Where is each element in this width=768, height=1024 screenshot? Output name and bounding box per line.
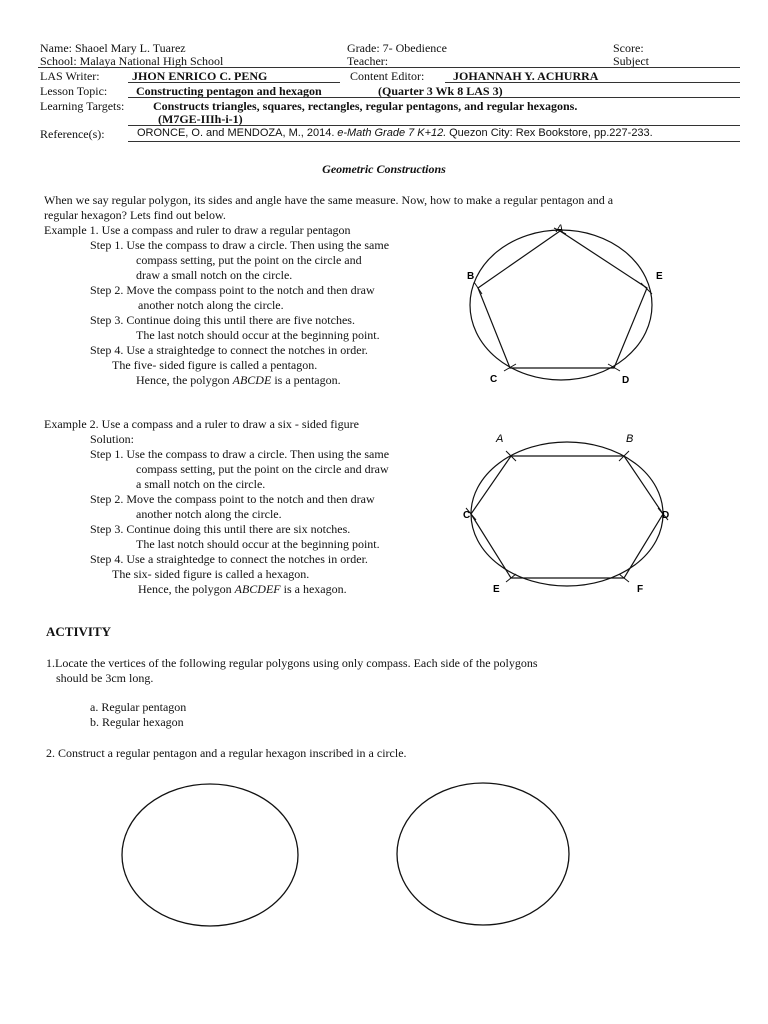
answer-circle-pentagon[interactable] [118,780,302,930]
example2-step1-line1: Step 1. Use the compass to draw a circle. Then using the same [90,447,390,461]
lesson-topic-underline [128,97,740,98]
lesson-topic-value: Constructing pentagon and hexagon [136,84,322,98]
page-title: Geometric Constructions [322,162,446,176]
example1-heading: Example 1. Use a compass and ruler to draw a regular pentagon [44,223,351,237]
example1-conclusion-post: is a pentagon. [271,373,341,387]
header-divider [38,67,740,68]
example2-solution: Solution: [90,432,135,446]
reference-text [137,127,653,140]
pentagon-figure [456,218,676,393]
hexagon-figure [456,426,686,601]
hexagon-shape [471,456,663,578]
activity-item1-line2: should be 3cm long. [56,671,154,685]
lesson-topic-label: Lesson Topic: [40,84,108,98]
example2-step1-line3: a small notch on the circle. [136,477,266,491]
reference-book: e-Math Grade 7 K+12. [337,127,447,139]
example1-step3-line1: Step 3. Continue doing this until there are five notches. [90,313,355,327]
pentagon-label-c: C [490,374,498,385]
hexagon-label-a: A [496,433,504,445]
example1-polygon-name: ABCDE [232,373,272,387]
teacher-label: Teacher: [347,54,389,68]
example2-conclusion-post: is a hexagon. [280,582,347,596]
lesson-quarter: (Quarter 3 Wk 8 LAS 3) [378,84,503,98]
example2-hexagon-note: The six- sided figure is called a hexagon. [112,567,310,581]
example1-conclusion [136,373,341,387]
answer-circle-hexagon[interactable] [392,779,574,929]
example1-pentagon-note: The five- sided figure is called a pentagon. [112,358,318,372]
intro-line-2: regular hexagon? Lets find out below. [44,208,226,222]
learning-targets-label: Learning Targets: [40,99,125,113]
pentagon-circumcircle [470,230,652,380]
hexagon-label-e: E [493,584,500,595]
grade-section: Grade: 7- Obedience [347,41,447,55]
reference-authors: ORONCE, O. and MENDOZA, M., 2014. [137,127,335,139]
example2-step3-line2: The last notch should occur at the beginning point. [136,537,380,551]
hexagon-label-b: B [626,433,634,445]
example1-conclusion-pre: Hence, the polygon [136,373,233,387]
score-label: Score: [613,41,644,55]
content-editor-underline [445,82,740,83]
example2-step4: Step 4. Use a straightedge to connect the notches in order. [90,552,368,566]
student-name: Name: Shaoel Mary L. Tuarez [40,41,186,55]
las-writer-value: JHON ENRICO C. PENG [132,69,268,83]
example1-step4: Step 4. Use a straightedge to connect the notches in order. [90,343,368,357]
learning-targets-underline [128,125,740,126]
example2-polygon-name: ABCDEF [234,582,281,596]
reference-publisher: Quezon City: Rex Bookstore, pp.227-233. [449,127,653,139]
activity-item1-b: b. Regular hexagon [90,715,184,729]
example2-step1-line2: compass setting, put the point on the circle and draw [136,462,389,476]
hexagon-label-f: F [637,584,644,595]
school-name: School: Malaya National High School [40,54,224,68]
las-writer-underline [128,82,340,83]
example1-step2-line2: another notch along the circle. [138,298,284,312]
learning-targets-line2: (M7GE-IIIh-i-1) [158,112,243,126]
learning-targets-line1: Constructs triangles, squares, rectangles, regular pentagons, and regular hexagons. [153,99,578,113]
example1-step2-line1: Step 2. Move the compass point to the notch and then draw [90,283,375,297]
example1-step3-line2: The last notch should occur at the beginning point. [136,328,380,342]
example1-step1-line2: compass setting, put the point on the circle and [136,253,362,267]
hexagon-label-d: D [662,510,670,521]
example2-step3-line1: Step 3. Continue doing this until there are six notches. [90,522,351,536]
activity-heading: ACTIVITY [46,624,112,639]
activity-item1-a: a. Regular pentagon [90,700,187,714]
pentagon-label-a: A [556,223,564,235]
example2-heading: Example 2. Use a compass and a ruler to draw a six - sided figure [44,417,359,431]
pentagon-shape [478,231,647,368]
example1-step1-line3: draw a small notch on the circle. [136,268,293,282]
subject-label: Subject [613,54,649,68]
las-writer-label: LAS Writer: [40,69,100,83]
example1-step1-line1: Step 1. Use the compass to draw a circle. Then using the same [90,238,390,252]
pentagon-label-e: E [656,271,663,282]
example2-step2-line1: Step 2. Move the compass point to the notch and then draw [90,492,375,506]
reference-underline [128,141,740,142]
activity-item2: 2. Construct a regular pentagon and a regular hexagon inscribed in a circle. [46,746,407,760]
activity-item1-line1: 1.Locate the vertices of the following regular polygons using only compass. Each side of the polygons [46,656,538,670]
hexagon-label-c: C [463,510,471,521]
content-editor-value: JOHANNAH Y. ACHURRA [453,69,599,83]
pentagon-label-b: B [467,271,475,282]
pentagon-label-d: D [622,375,630,386]
example2-conclusion-pre: Hence, the polygon [138,582,235,596]
example2-step2-line2: another notch along the circle. [136,507,282,521]
content-editor-label: Content Editor: [350,69,425,83]
reference-label: Reference(s): [40,127,105,141]
intro-line-1: When we say regular polygon, its sides and angle have the same measure. Now, how to make a regular pentagon and a [44,193,614,207]
hexagon-circumcircle [471,442,663,586]
example2-conclusion [138,582,347,596]
